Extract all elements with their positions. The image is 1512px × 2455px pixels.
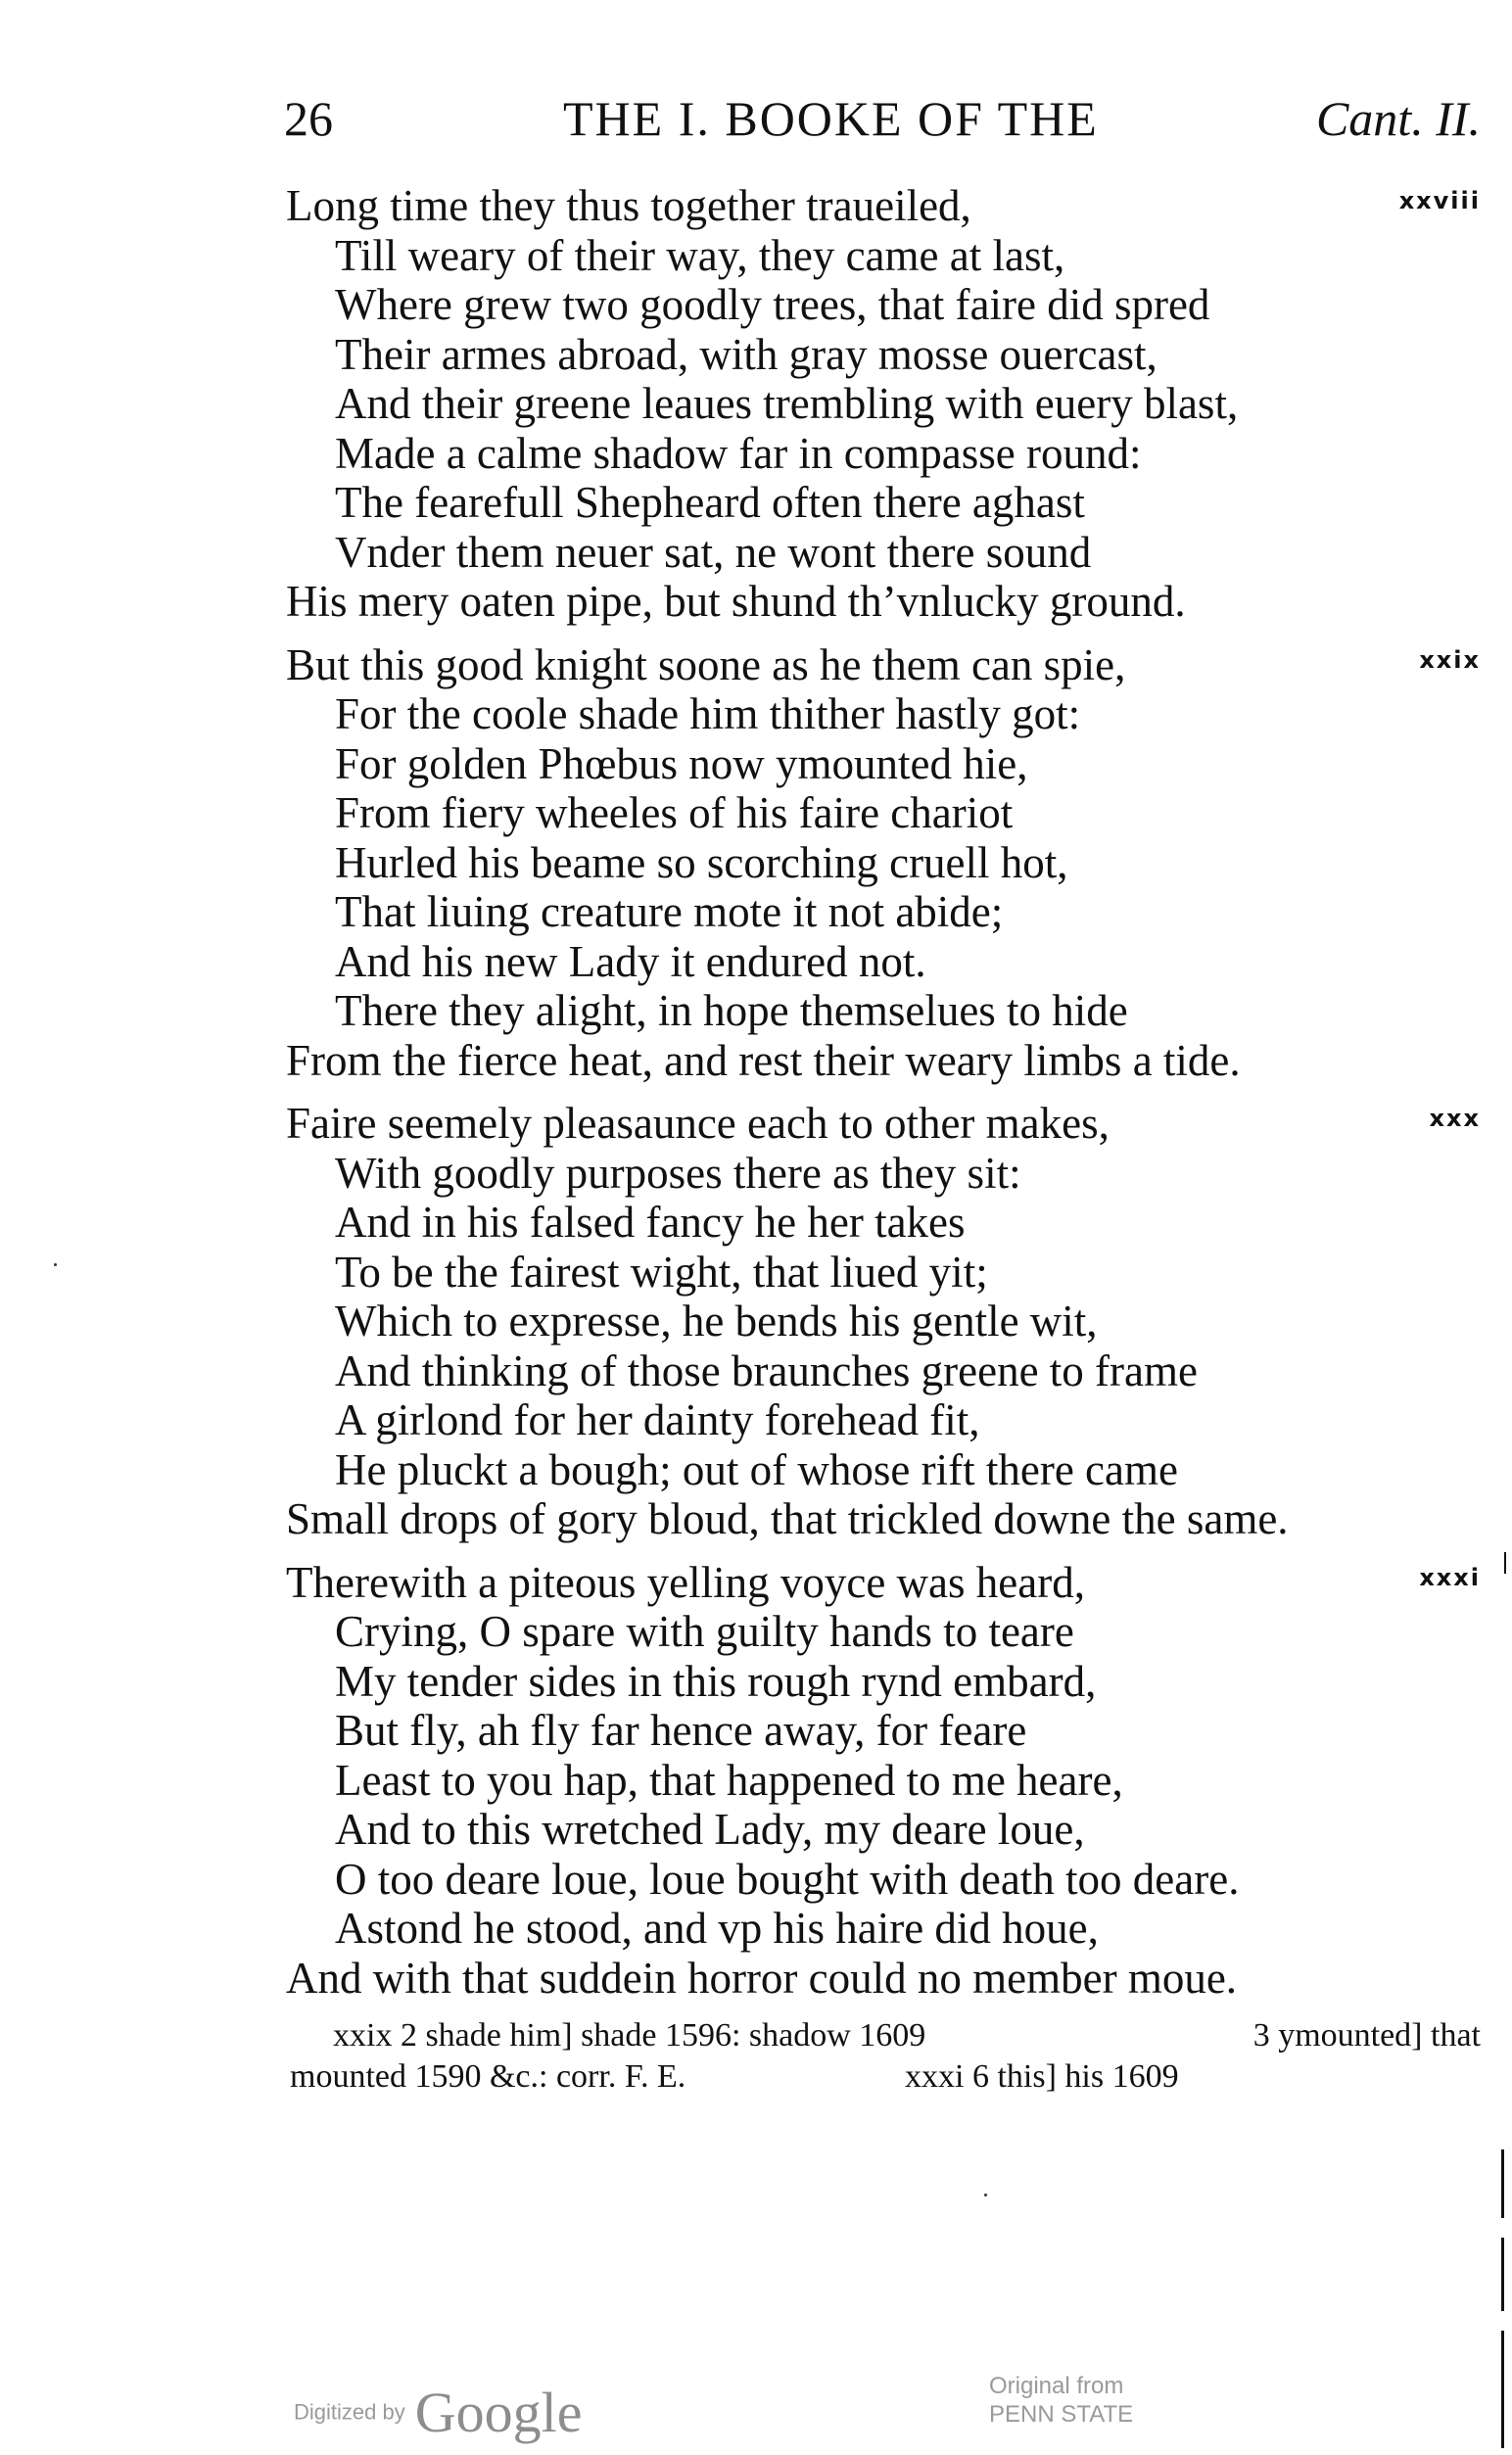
verse-line: And thinking of those braunches greene to frame <box>335 1346 1198 1395</box>
verse-line: But fly, ah fly far hence away, for feare <box>335 1706 1027 1755</box>
verse-line: And his new Lady it endured not. <box>335 936 926 986</box>
note-text: 3 ymounted] that <box>1252 2017 1481 2054</box>
verse-line: But this good knight soone as he them can spie, <box>286 639 1126 689</box>
scan-margin-mark <box>1501 2238 1504 2311</box>
verse-line: My tender sides in this rough rynd embard, <box>335 1656 1097 1706</box>
verse-line: Astond he stood, and vp his haire did houe, <box>335 1904 1099 1953</box>
verse-line: O too deare loue, loue bought with death too deare. <box>335 1854 1240 1904</box>
note-text: xxix 2 shade him] shade 1596: shadow 1609 <box>333 2017 926 2054</box>
running-title: THE I. BOOKE OF THE <box>563 91 1099 146</box>
institution-label: PENN STATE <box>989 2401 1134 2428</box>
verse-line: For the coole shade him thither hastly got: <box>335 689 1081 738</box>
stanza <box>284 181 1481 627</box>
verse-line: Hurled his beame so scorching cruell hot, <box>335 837 1068 887</box>
verse-line: There they alight, in hope themselues to hide <box>335 986 1128 1035</box>
verse-line: For golden Phœbus now ymounted hie, <box>335 738 1028 788</box>
verse-line: Long time they thus together traueiled, <box>286 181 971 230</box>
google-logo: Google <box>414 2381 583 2444</box>
source-credit <box>989 2372 1133 2429</box>
verse-line: And with that suddein horror could no member moue. <box>286 1953 1238 2003</box>
verse-line: And in his falsed fancy he her takes <box>335 1198 966 1247</box>
scan-margin-mark <box>1501 2149 1504 2218</box>
stanza <box>284 1558 1481 2004</box>
verse-line: His mery oaten pipe, but shund th’vnlucky ground. <box>286 577 1186 626</box>
scan-margin-mark <box>1504 1552 1506 1574</box>
note-text: mounted 1590 &c.: corr. F. E. <box>290 2058 686 2095</box>
verse-line: Vnder them neuer sat, ne wont there sound <box>335 527 1092 577</box>
verse-line: Faire seemely pleasaunce each to other makes, <box>286 1099 1110 1148</box>
textual-notes <box>290 2015 1481 2098</box>
verse-line: From the fierce heat, and rest their weary limbs a tide. <box>286 1035 1241 1085</box>
verse-line: With goodly purposes there as they sit: <box>335 1148 1021 1198</box>
verse-line: Small drops of gory bloud, that trickled downe the same. <box>286 1494 1289 1543</box>
verse-line: And their greene leaues trembling with euery blast, <box>335 379 1239 428</box>
note-text: xxxi 6 this] his 1609 <box>905 2058 1179 2095</box>
verse-line: That liuing creature mote it not abide; <box>335 887 1004 936</box>
digitized-label: Digitized by <box>294 2399 405 2425</box>
verse-line: Therewith a piteous yelling voyce was heard, <box>286 1557 1085 1607</box>
verse-line: Their armes abroad, with gray mosse ouercast, <box>335 329 1158 379</box>
scan-speck <box>54 1263 57 1266</box>
digitized-credit <box>294 2380 582 2445</box>
poem-body <box>284 181 1481 2016</box>
verse-line: Where grew two goodly trees, that faire did spred <box>335 280 1210 329</box>
note-line <box>290 2056 1481 2098</box>
scan-margin-mark <box>1501 2331 1504 2448</box>
verse-line: Crying, O spare with guilty hands to teare <box>335 1607 1074 1656</box>
verse-line: A girlond for her dainty forehead fit, <box>335 1395 980 1444</box>
page-number: 26 <box>284 91 333 146</box>
verse-line: And to this wretched Lady, my deare loue, <box>335 1805 1085 1854</box>
verse-line: Which to expresse, he bends his gentle wit, <box>335 1297 1098 1346</box>
stanza <box>284 1099 1481 1544</box>
verse-line: Till weary of their way, they came at last, <box>335 230 1065 280</box>
canto-label: Cant. II. <box>1315 91 1481 146</box>
note-line <box>290 2015 1481 2056</box>
verse-line: From fiery wheeles of his faire chariot <box>335 788 1014 837</box>
verse-line: He pluckt a bough; out of whose rift there came <box>335 1444 1178 1494</box>
verse-line: The fearefull Shepheard often there aghast <box>335 478 1085 527</box>
verse-line: To be the fairest wight, that liued yit; <box>335 1247 988 1297</box>
verse-line: Least to you hap, that happened to me heare, <box>335 1755 1123 1805</box>
stanza-number: xxviii <box>1398 187 1481 214</box>
stanza <box>284 640 1481 1086</box>
scan-speck <box>984 2194 987 2196</box>
verse-line: Made a calme shadow far in compasse round: <box>335 428 1142 478</box>
page-header <box>284 90 1481 159</box>
stanza-number: xxxi <box>1419 1563 1481 1591</box>
stanza-number: xxx <box>1429 1105 1481 1132</box>
stanza-number: xxix <box>1419 645 1481 674</box>
original-from-label: Original from <box>989 2373 1124 2399</box>
